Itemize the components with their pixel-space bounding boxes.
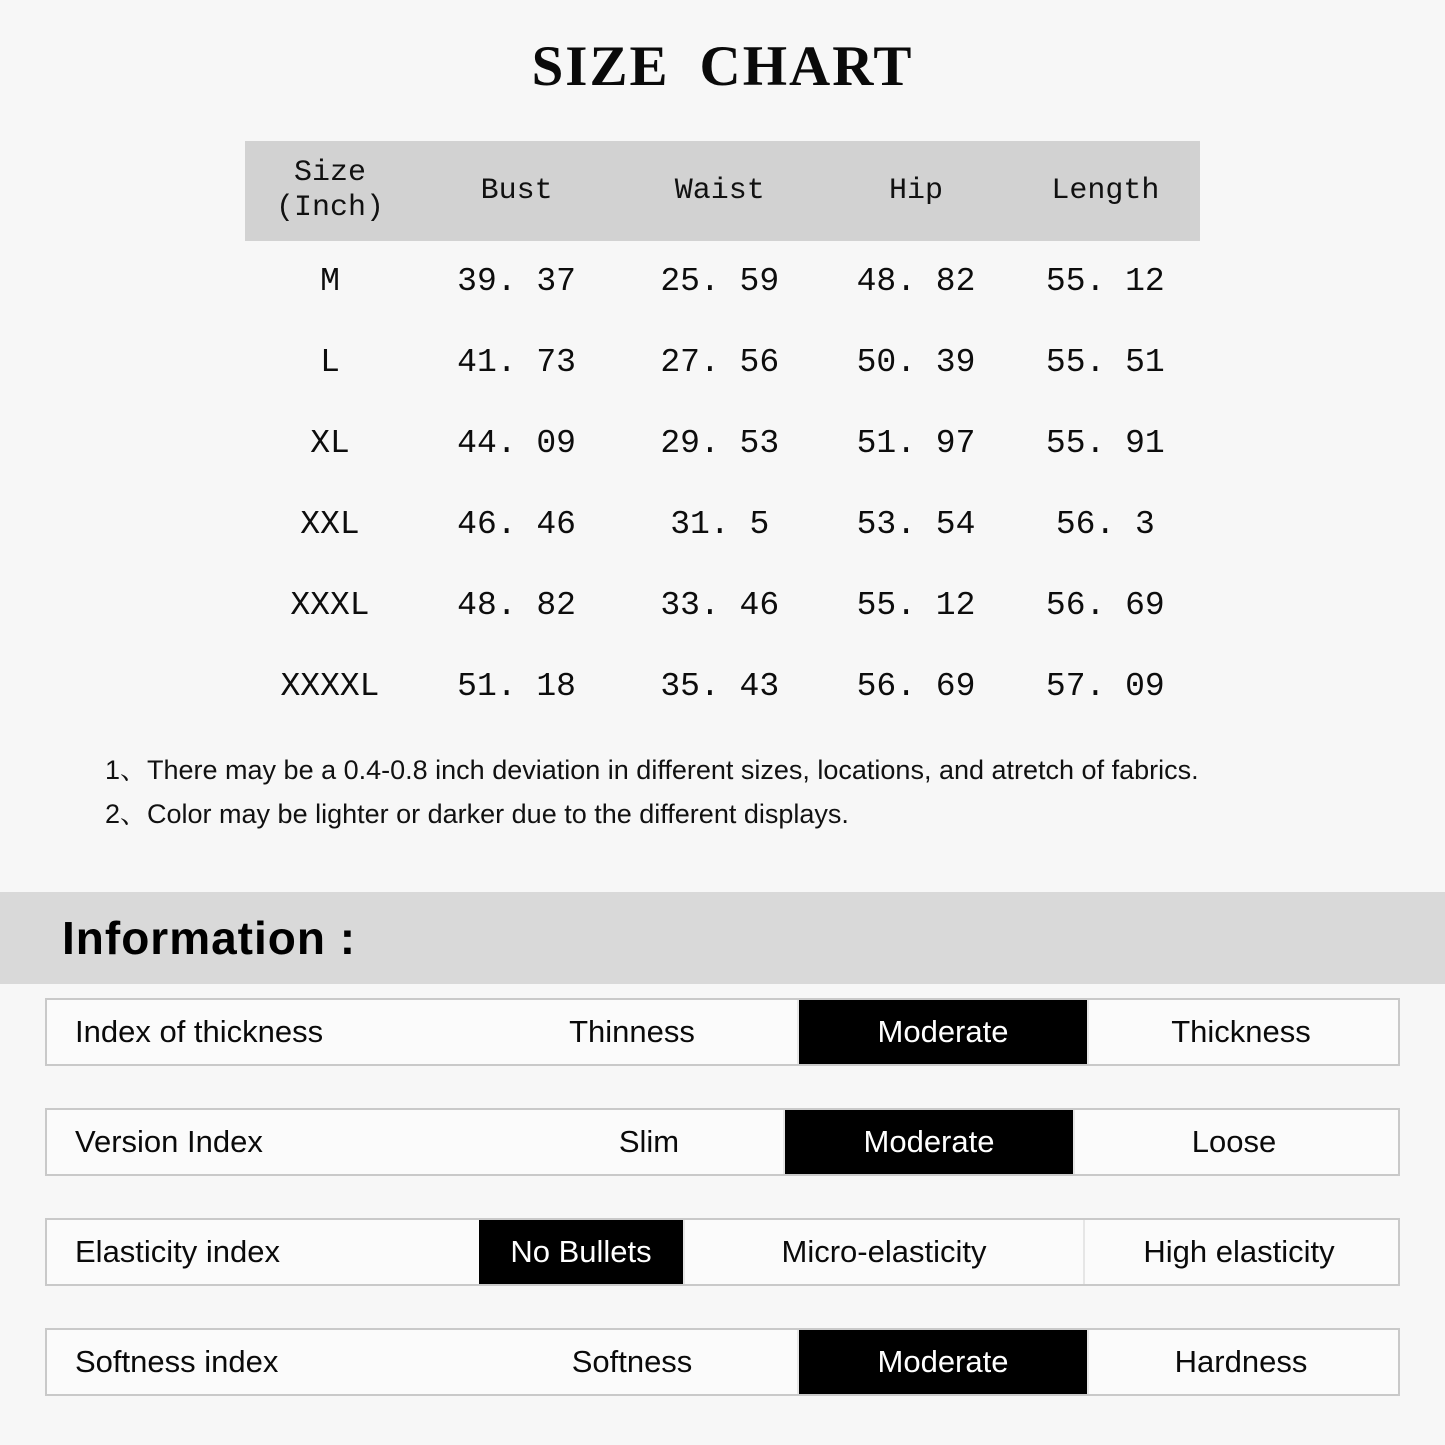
info-option-moderate-version[interactable]: Moderate <box>783 1110 1073 1174</box>
table-row <box>245 646 1200 727</box>
cell-waist: 35. 43 <box>660 668 780 705</box>
column-header-bust: Bust <box>415 141 618 241</box>
column-header-length: Length <box>1011 141 1200 241</box>
info-row-thickness <box>45 998 1400 1066</box>
size-table-body <box>245 241 1200 727</box>
cell-bust: 39. 37 <box>457 263 576 300</box>
info-row-elasticity <box>45 1218 1400 1286</box>
column-header-size <box>245 141 415 241</box>
note-line-1: 1、There may be a 0.4-0.8 inch deviation in different sizes, locations, and atretch of fabrics. <box>105 755 1199 785</box>
cell-bust: 44. 09 <box>457 425 576 462</box>
cell-bust: 46. 46 <box>457 506 576 543</box>
information-rows <box>0 984 1445 1396</box>
cell-waist: 31. 5 <box>670 506 770 543</box>
cell-size: XXXL <box>290 587 370 624</box>
info-label-softness: Softness index <box>75 1344 279 1380</box>
info-option-high-elasticity[interactable]: High elasticity <box>1083 1220 1393 1284</box>
cell-waist: 33. 46 <box>660 587 780 624</box>
column-header-size-line2: (Inch) <box>275 191 384 225</box>
table-row <box>245 403 1200 484</box>
cell-hip: 48. 82 <box>856 263 976 300</box>
cell-hip: 55. 12 <box>856 587 976 624</box>
cell-length: 55. 91 <box>1045 425 1165 462</box>
info-option-softness[interactable]: Softness <box>571 1344 693 1380</box>
cell-hip: 50. 39 <box>856 344 976 381</box>
size-table <box>245 141 1200 727</box>
note-line-2: 2、Color may be lighter or darker due to the different displays. <box>105 798 849 829</box>
info-option-moderate-softness[interactable]: Moderate <box>797 1330 1087 1394</box>
cell-waist: 25. 59 <box>660 263 780 300</box>
table-row <box>245 241 1200 322</box>
cell-length: 55. 51 <box>1045 344 1165 381</box>
cell-size: XXXXL <box>280 668 380 705</box>
table-row <box>245 565 1200 646</box>
cell-bust: 48. 82 <box>457 587 576 624</box>
info-option-moderate-thickness[interactable]: Moderate <box>797 1000 1087 1064</box>
column-header-hip: Hip <box>821 141 1010 241</box>
cell-length: 56. 3 <box>1055 506 1155 543</box>
table-row <box>245 484 1200 565</box>
cell-length: 56. 69 <box>1045 587 1165 624</box>
cell-length: 57. 09 <box>1045 668 1165 705</box>
information-header <box>0 892 1445 984</box>
info-row-version <box>45 1108 1400 1176</box>
cell-waist: 29. 53 <box>660 425 780 462</box>
info-option-loose[interactable]: Loose <box>1073 1110 1393 1174</box>
cell-size: XXL <box>300 506 360 543</box>
cell-waist: 27. 56 <box>660 344 780 381</box>
info-label-elasticity: Elasticity index <box>75 1234 281 1270</box>
cell-hip: 56. 69 <box>856 668 976 705</box>
information-heading: Information : <box>62 912 357 965</box>
title-word-chart: CHART <box>699 35 914 98</box>
cell-size: XL <box>310 425 350 462</box>
info-label-version: Version Index <box>75 1124 263 1160</box>
info-option-slim[interactable]: Slim <box>618 1124 680 1160</box>
cell-size: L <box>320 344 340 381</box>
table-header-row <box>245 141 1200 241</box>
info-option-no-bullets[interactable]: No Bullets <box>479 1220 683 1284</box>
column-header-waist: Waist <box>618 141 821 241</box>
info-option-micro-elasticity[interactable]: Micro-elasticity <box>683 1220 1083 1284</box>
info-option-thinness[interactable]: Thinness <box>569 1014 695 1050</box>
size-table-header <box>245 141 1200 241</box>
table-row <box>245 322 1200 403</box>
cell-length: 55. 12 <box>1045 263 1165 300</box>
info-label-thickness: Index of thickness <box>75 1014 324 1050</box>
cell-bust: 41. 73 <box>457 344 576 381</box>
cell-hip: 53. 54 <box>856 506 976 543</box>
title-word-size: SIZE <box>531 35 670 98</box>
cell-hip: 51. 97 <box>856 425 976 462</box>
info-option-hardness[interactable]: Hardness <box>1087 1330 1393 1394</box>
info-row-softness <box>45 1328 1400 1396</box>
cell-size: M <box>320 263 340 300</box>
notes-block <box>0 749 1445 836</box>
info-option-thickness[interactable]: Thickness <box>1087 1000 1393 1064</box>
page-title <box>0 34 1445 99</box>
column-header-size-line1: Size <box>293 155 366 190</box>
cell-bust: 51. 18 <box>457 668 576 705</box>
